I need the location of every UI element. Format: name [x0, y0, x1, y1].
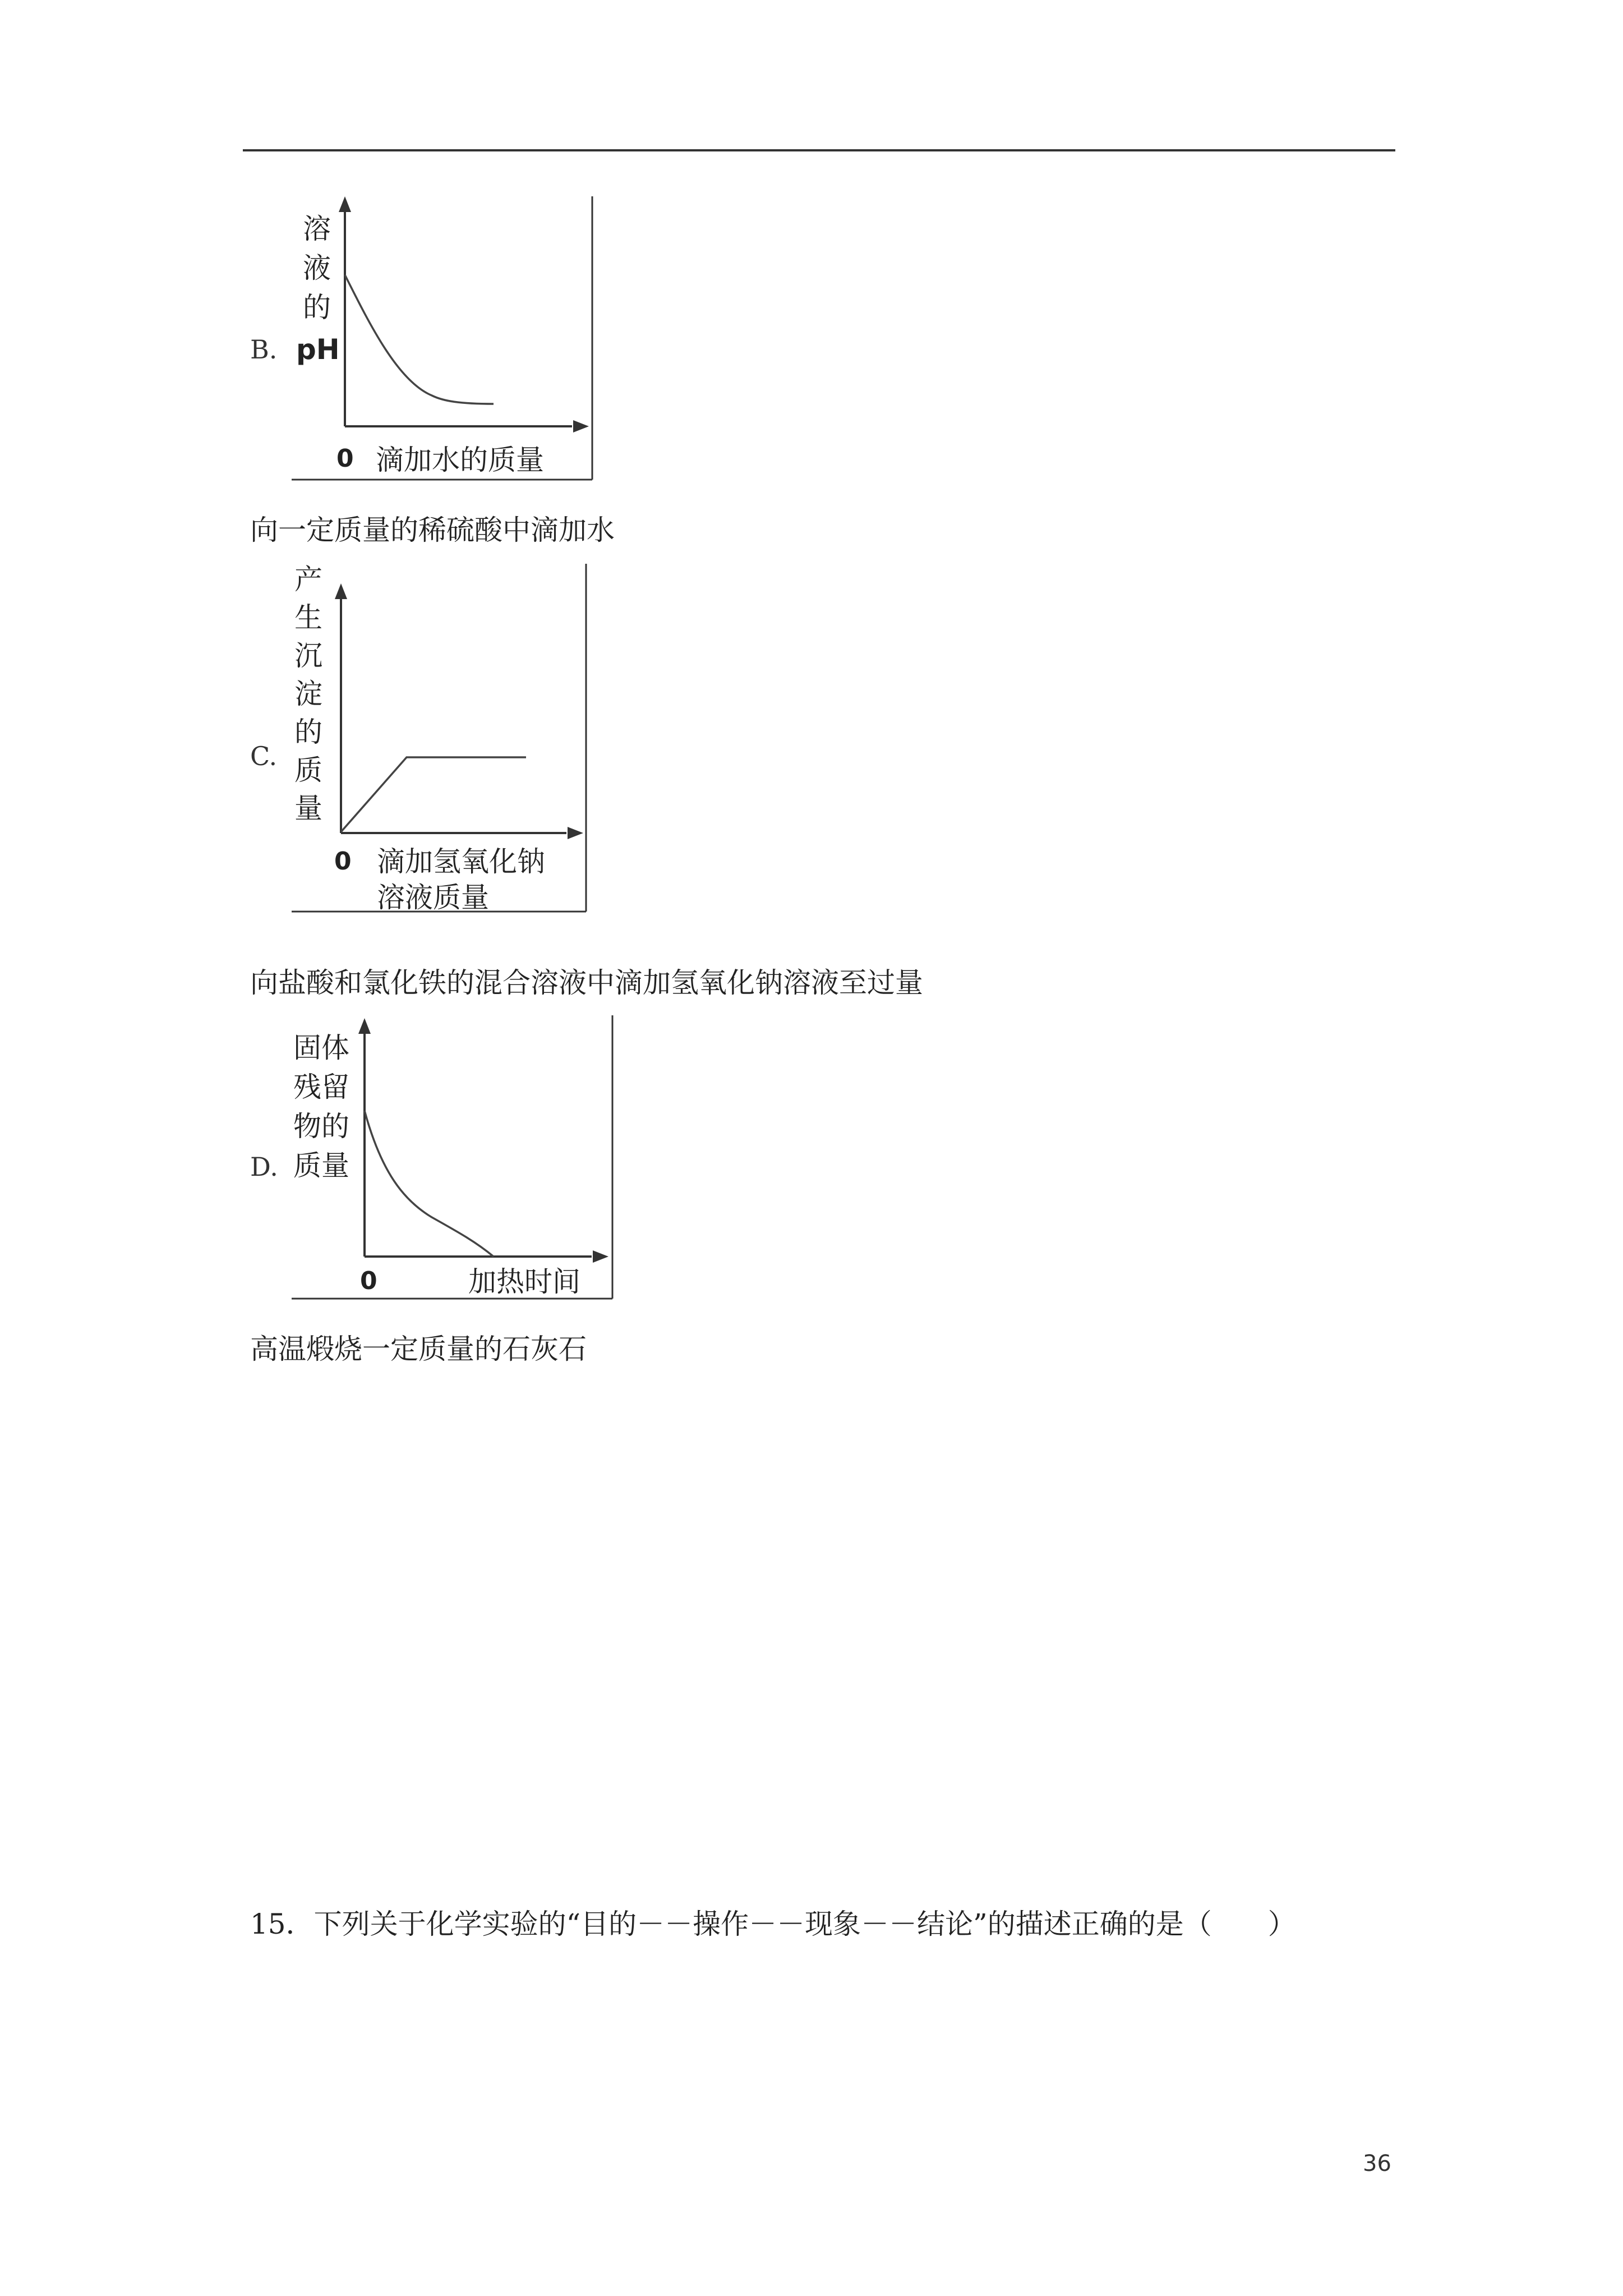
x-label-line-2: 溶液质量	[377, 881, 489, 914]
ph-curve	[345, 275, 494, 404]
precipitate-curve	[341, 757, 526, 832]
origin-label: 0	[360, 1267, 377, 1295]
y-label-line-4: 淀	[294, 678, 322, 710]
header-rule	[243, 149, 1395, 151]
y-label-line-3: 物的	[293, 1110, 349, 1143]
y-axis-arrow	[358, 1018, 371, 1034]
y-label-line-1: 溶	[303, 213, 331, 245]
page-number: 36	[1363, 2151, 1391, 2177]
y-label-line-4: pH	[296, 333, 340, 366]
origin-label: 0	[334, 847, 352, 876]
option-c-graph	[292, 564, 589, 914]
y-axis-arrow	[335, 583, 347, 599]
option-b-letter: B.	[250, 334, 278, 365]
option-d-graph	[292, 1015, 614, 1301]
x-label: 滴加水的质量	[376, 444, 544, 476]
option-c-letter: C.	[250, 741, 278, 771]
x-axis-arrow	[573, 420, 589, 432]
y-label-line-4: 质量	[293, 1149, 349, 1182]
y-label-line-3: 的	[303, 291, 331, 324]
x-axis-arrow	[593, 1250, 608, 1263]
option-d-caption: 高温煅烧一定质量的石灰石	[250, 1333, 587, 1365]
origin-label: 0	[336, 444, 354, 473]
y-label-line-6: 质	[294, 754, 322, 786]
y-label-line-1: 固体	[293, 1032, 349, 1064]
option-c-caption: 向盐酸和氯化铁的混合溶液中滴加氢氧化钠溶液至过量	[250, 967, 923, 999]
option-d-letter: D.	[250, 1152, 278, 1182]
y-label-line-2: 生	[294, 601, 322, 634]
option-b-caption: 向一定质量的稀硫酸中滴加水	[250, 514, 615, 546]
y-label-line-1: 产	[294, 563, 322, 596]
y-label-line-7: 量	[294, 792, 322, 825]
y-label-line-2: 液	[303, 252, 331, 284]
x-axis-arrow	[568, 827, 583, 839]
option-b-graph	[292, 196, 594, 482]
y-axis-arrow	[339, 196, 351, 212]
y-label-line-5: 的	[294, 716, 322, 748]
y-label-line-3: 沉	[294, 639, 322, 672]
x-label: 加热时间	[468, 1266, 580, 1298]
x-label-line-1: 滴加氢氧化钠	[377, 845, 545, 878]
residue-curve	[365, 1111, 494, 1257]
question-15: 15．下列关于化学实验的“目的－－操作－－现象－－结论”的描述正确的是（ ）	[250, 1908, 1296, 1940]
y-label-line-2: 残留	[293, 1071, 349, 1103]
